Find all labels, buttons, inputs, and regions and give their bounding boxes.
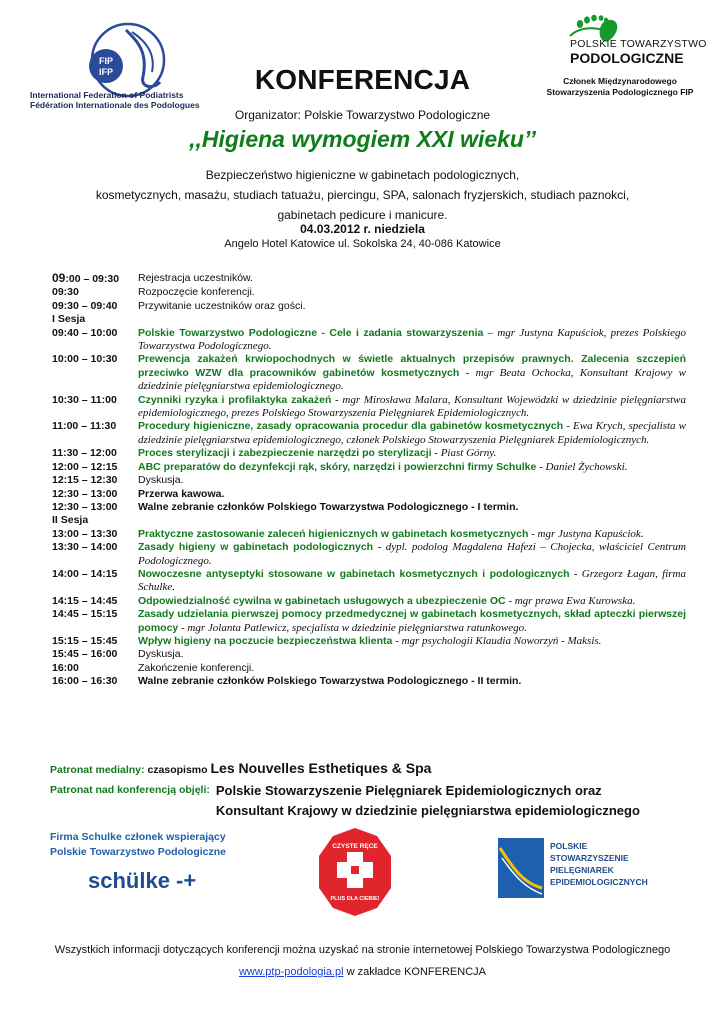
svg-text:PIELĘGNIAREK: PIELĘGNIAREK bbox=[550, 865, 614, 875]
program-schedule bbox=[52, 272, 686, 689]
conference-patronage: Patronat nad konferencją objęli: Polskie Stowarzyszenie Pielęgniarek Epidemiologicznych oraz Konsultant Krajowy w dziedzinie pielęgniarstwa epidemiologicznego bbox=[50, 783, 640, 818]
svg-text:POLSKIE: POLSKIE bbox=[550, 841, 588, 851]
schedule-row: 14:15 – 14:45 Odpowiedzialność cywilna w gabinetach usługowych a ubezpieczenie OC - mgr prawa Ewa Kurowska. bbox=[52, 594, 636, 607]
conference-venue: Angelo Hotel Katowice ul. Sokolska 24, 40-086 Katowice bbox=[224, 238, 501, 250]
session-heading: I Sesja bbox=[52, 313, 86, 326]
schedule-row: 15:15 – 15:45 Wpływ higieny na poczucie bezpieczeństwa klienta - mgr psychologii Klaudia Noworzyń - Maksis. bbox=[52, 634, 602, 647]
schedule-row: 09:30 Rozpoczęcie konferencji. bbox=[52, 286, 255, 299]
session-heading: II Sesja bbox=[52, 514, 89, 527]
footer-info: Wszystkich informacji dotyczących konferencji można uzyskać na stronie internetowej Polskiego Towarzystwa Podologicznego bbox=[54, 944, 671, 956]
website-link[interactable]: www.ptp-podologia.pl bbox=[238, 966, 344, 978]
svg-text:IFP: IFP bbox=[98, 67, 114, 77]
media-patronage: Patronat medialny: czasopismo Les Nouvelles Esthetiques & Spa bbox=[50, 760, 432, 776]
schedule-row: 13:30 – 14:00 Zasady higieny w gabinetach podologicznych - dypl. podolog Magdalena Hafezi – Chojecka, właściciel Centrum Podologicznego. bbox=[52, 541, 686, 567]
conference-subtitle: ,,Higiena wymogiem XXI wieku’’ bbox=[189, 126, 536, 152]
schedule-row: 15:45 – 16:00 Dyskusja. bbox=[52, 648, 184, 661]
svg-text:CZYSTE RĘCE: CZYSTE RĘCE bbox=[332, 843, 378, 850]
svg-text:STOWARZYSZENIE: STOWARZYSZENIE bbox=[550, 853, 629, 863]
schedule-row: 09:40 – 10:00 Polskie Towarzystwo Podologiczne - Cele i zadania stowarzyszenia – mgr Justyna Kapuściok, prezes Polskiego Towarzystwa Podologicznego. bbox=[52, 326, 686, 353]
schulke-logo: schülke -+ bbox=[88, 868, 197, 893]
fip-caption: International Federation of Podiatrists Fédération Internationale des Podologues bbox=[30, 90, 200, 110]
schedule-row: 09:30 – 09:40 Przywitanie uczestników oraz gości. bbox=[52, 299, 306, 312]
schedule-row: 09:00 – 09:30 Rejestracja uczestników. bbox=[52, 271, 253, 285]
conference-description: Bezpieczeństwo higieniczne w gabinetach podologicznych, kosmetycznych, masażu, studiach tatuażu, piercingu, SPA, salonach fryzjerskich, studiach paznokci, gabinetach pedicure i manicure. bbox=[95, 168, 630, 222]
schedule-row: 12:30 – 13:00 Przerwa kawowa. bbox=[52, 487, 225, 500]
schedule-row: 13:00 – 13:30 Praktyczne zastosowanie zaleceń higienicznych w gabinetach kosmetycznych - mgr Justyna Kapuściok. bbox=[52, 527, 644, 540]
schedule-row: 16:00 Zakończenie konferencji. bbox=[52, 661, 255, 674]
schedule-row: 11:00 – 11:30 Procedury higieniczne, zasady opracowania procedur dla gabinetów kosmetycznych - Ewa Krych, specjalista w dziedzinie pielęgniarstwa epidemiologicznego, członek Polskiego Stowarzyszenia Pielęgniarek Epidemiologicznych. bbox=[52, 420, 686, 446]
schedule-row: 14:45 – 15:15 Zasady udzielania pierwszej pomocy przedmedycznej w gabinetach kosmetycznych, skład apteczki pierwszej pomocy - mgr Jolanta Patlewicz, specjalista w dziedzinie pielęgniarstwa ratunkowego. bbox=[52, 608, 686, 634]
schedule-row: 10:30 – 11:00 Czynniki ryzyka i profilaktyka zakażeń - mgr Mirosława Malara, Konsultant Wojewódzki w dziedzinie pielęgniarstwa epidemiologicznego, prezes Polskiego Stowarzyszenia Pielęgniarek Epidemiologicznych. bbox=[52, 393, 687, 420]
schedule-row: 12:00 – 12:15 ABC preparatów do dezynfekcji rąk, skóry, narzędzi i powierzchni firmy Schulke - Daniel Żychowski. bbox=[52, 460, 628, 473]
schedule-row: 12:15 – 12:30 Dyskusja. bbox=[52, 474, 184, 487]
svg-text:PLUS DLA CIEBIE!: PLUS DLA CIEBIE! bbox=[330, 896, 380, 902]
ptp-logo-line1: POLSKIE TOWARZYSTWO bbox=[570, 38, 707, 50]
organizer: Organizator: Polskie Towarzystwo Podologiczne bbox=[234, 108, 491, 122]
page-title: KONFERENCJA bbox=[254, 64, 471, 95]
schedule-row: 16:00 – 16:30 Walne zebranie członków Polskiego Towarzystwa Podologicznego - II termin. bbox=[52, 675, 522, 688]
schedule-row: 11:30 – 12:00 Proces sterylizacji i zabezpieczenie narzędzi po sterylizacji - Piast Górny. bbox=[52, 447, 497, 460]
ptp-logo-line2: PODOLOGICZNE bbox=[570, 50, 684, 66]
sponsor-note: Firma Schulke członek wspierający Polskie Towarzystwo Podologiczne bbox=[50, 831, 227, 858]
psep-logo bbox=[498, 838, 693, 898]
fip-member-note: Członek Międzynarodowego Stowarzyszenia Podologicznego FIP bbox=[546, 76, 694, 97]
clean-hands-badge bbox=[315, 826, 395, 918]
schedule-row: 10:00 – 10:30 Prewencja zakażeń krwiopochodnych w świetle aktualnych przepisów prawnych. Zalecenia szczepień przeciwko WZW dla pracowników gabinetów kosmetycznych - mgr Beata Ochocka, Konsultant Krajowy w dziedzinie pielęgniarstwa epidemiologicznego. bbox=[52, 353, 687, 393]
conference-date: 04.03.2012 r. niedziela bbox=[300, 222, 425, 236]
svg-text:EPIDEMIOLOGICZNYCH: EPIDEMIOLOGICZNYCH bbox=[550, 877, 648, 887]
schedule-row: 12:30 – 13:00 Walne zebranie członków Polskiego Towarzystwa Podologicznego - I termin. bbox=[52, 500, 519, 513]
schedule-row: 14:00 – 14:15 Nowoczesne antyseptyki stosowane w gabinetach kosmetycznych i podologicznych - Grzegorz Łagan, firma Schulke. bbox=[52, 567, 686, 594]
svg-text:FIP: FIP bbox=[98, 56, 114, 66]
footer-link-line: www.ptp-podologia.pl w zakładce KONFERENCJA bbox=[238, 966, 486, 978]
